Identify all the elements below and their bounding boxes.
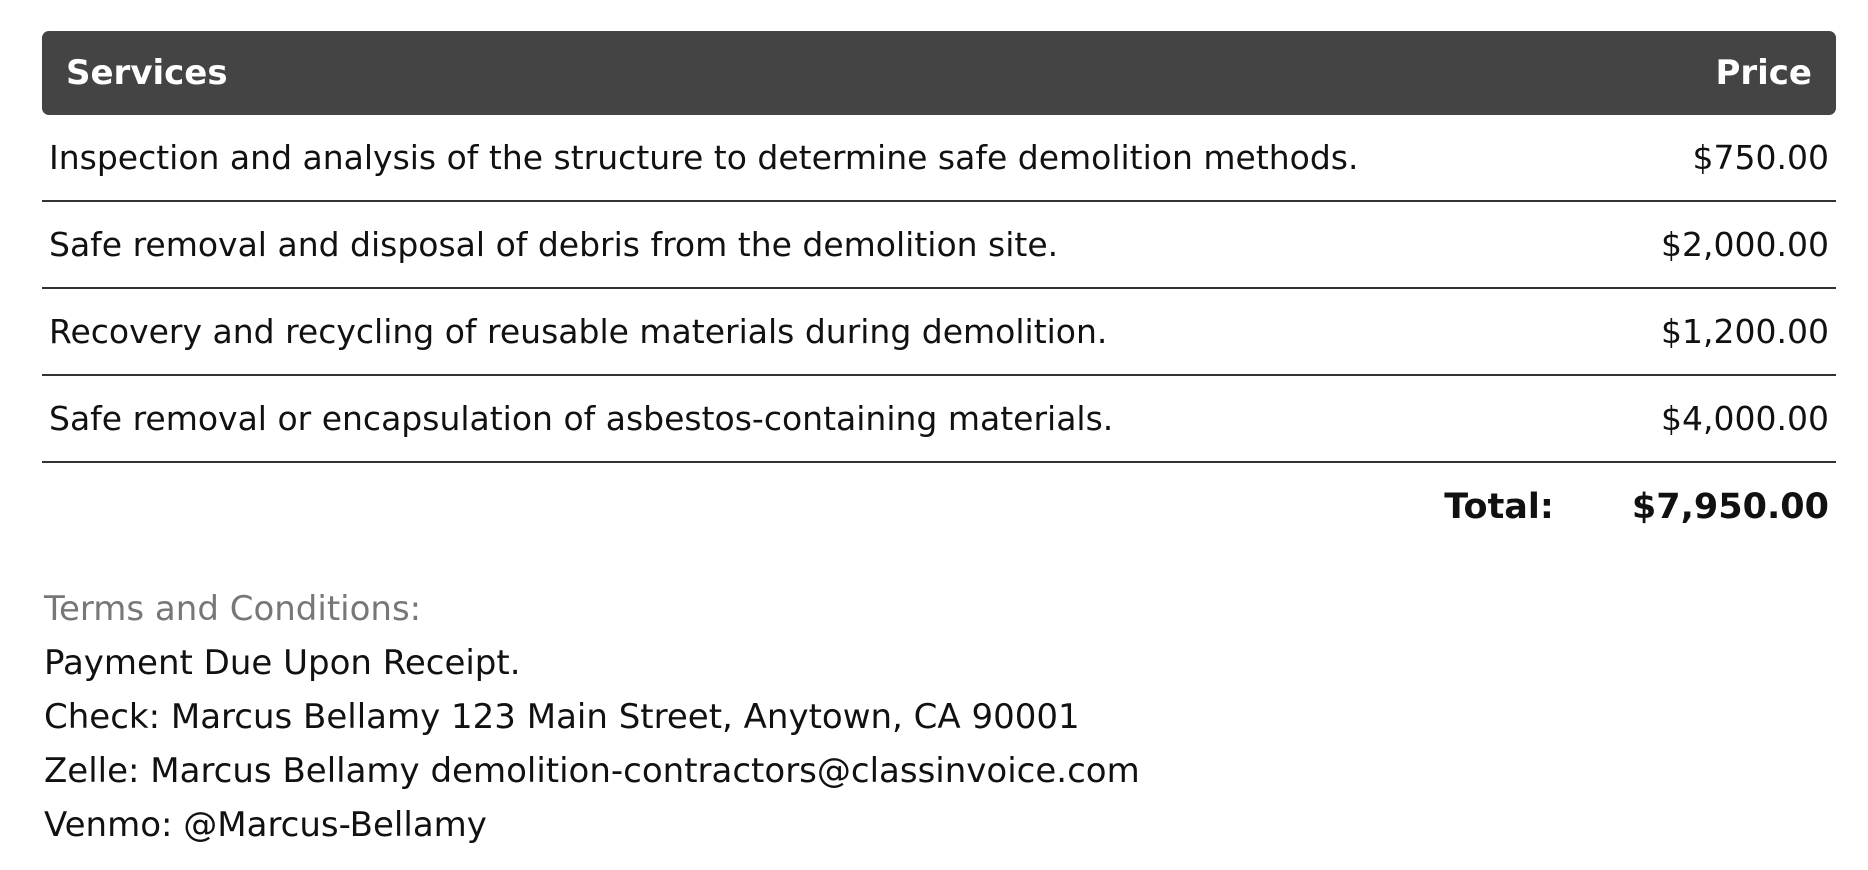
table-row — [42, 376, 1836, 463]
table-row — [42, 115, 1836, 202]
zelle-payment-text: Zelle: Marcus Bellamy demolition-contractors@classinvoice.com — [44, 751, 1140, 791]
service-price: $2,000.00 — [1661, 225, 1829, 264]
service-description: Recovery and recycling of reusable materials during demolition. — [49, 312, 1108, 351]
table-row — [42, 202, 1836, 289]
service-description: Safe removal and disposal of debris from the demolition site. — [49, 225, 1059, 264]
service-price: $750.00 — [1692, 138, 1829, 177]
service-description: Safe removal or encapsulation of asbestos-containing materials. — [49, 399, 1114, 438]
services-table — [42, 31, 1836, 551]
total-row — [42, 463, 1836, 551]
payment-due-text: Payment Due Upon Receipt. — [44, 643, 521, 683]
venmo-payment-text: Venmo: @Marcus-Bellamy — [44, 805, 487, 845]
services-column-header: Services — [66, 53, 228, 93]
service-price: $1,200.00 — [1661, 312, 1829, 351]
terms-section — [44, 582, 1140, 852]
terms-heading: Terms and Conditions: — [44, 589, 422, 629]
service-price: $4,000.00 — [1661, 399, 1829, 438]
table-row — [42, 289, 1836, 376]
check-payment-text: Check: Marcus Bellamy 123 Main Street, Anytown, CA 90001 — [44, 697, 1080, 737]
total-value: $7,950.00 — [1631, 487, 1829, 527]
table-header — [42, 31, 1836, 115]
service-description: Inspection and analysis of the structure to determine safe demolition methods. — [49, 138, 1359, 177]
total-label: Total: — [1444, 487, 1554, 527]
price-column-header: Price — [1715, 53, 1812, 93]
